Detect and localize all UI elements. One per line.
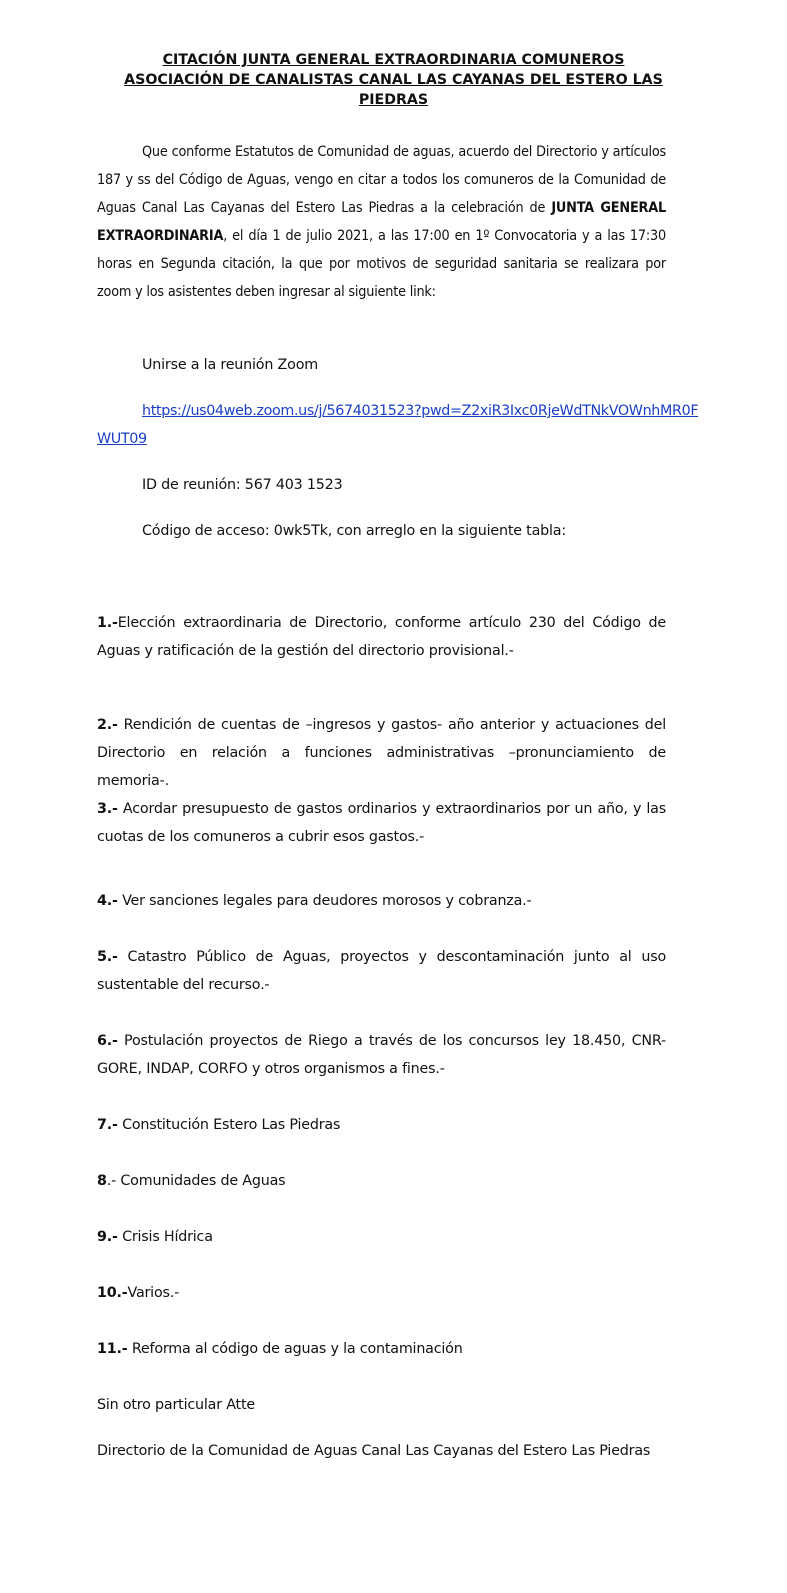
- zoom-access-code: Código de acceso: 0wk5Tk, con arreglo en la siguiente tabla:: [142, 523, 566, 539]
- agenda-item-text: Postulación proyectos de Riego a través de los concursos ley 18.450, CNR-GORE, INDAP, CORFO y otros organismos a fines.-: [97, 1033, 666, 1077]
- agenda-item-text: Varios.-: [127, 1285, 180, 1301]
- intro-text-before: Que conforme Estatutos de Comunidad de aguas, acuerdo del Directorio y artículos 187 y ss del Código de Aguas, vengo en citar a todos los comuneros de la Comunidad de Aguas Canal Las Cayanas del Estero Las Piedras a la celebración de: [97, 144, 666, 216]
- agenda-item-text: Crisis Hídrica: [117, 1229, 213, 1245]
- agenda-item-number: 3.-: [97, 801, 118, 817]
- title-line-2: ASOCIACIÓN DE CANALISTAS CANAL LAS CAYANAS DEL ESTERO LAS: [124, 72, 663, 88]
- agenda-item-number: 4.-: [97, 893, 118, 909]
- agenda-item-1: [97, 609, 666, 665]
- intro-text-after: , el día 1 de julio 2021, a las 17:00 en 1º Convocatoria y a las 17:30 horas en Segunda citación, la que por motivos de seguridad sanitaria se realizara por zoom y los asistentes deben ingresar al siguiente link:: [97, 228, 666, 300]
- agenda-item-11: [97, 1335, 666, 1363]
- agenda-item-number: 1.-: [97, 615, 118, 631]
- agenda-item-text: Catastro Público de Aguas, proyectos y descontaminación junto al uso sustentable del recurso.-: [97, 949, 666, 993]
- agenda-item-text: .- Comunidades de Aguas: [106, 1173, 286, 1189]
- agenda-item-number: 10.-: [97, 1285, 128, 1301]
- agenda-item-8: [97, 1167, 666, 1195]
- agenda-item-text: Rendición de cuentas de –ingresos y gastos- año anterior y actuaciones del Directorio en relación a funciones administrativas –pronunciamiento de memoria-.: [97, 717, 666, 789]
- agenda-item-number: 5.-: [97, 949, 118, 965]
- agenda-item-text: Acordar presupuesto de gastos ordinarios y extraordinarios por un año, y las cuotas de los comuneros a cubrir esos gastos.-: [97, 801, 666, 845]
- agenda-item-number: 7.-: [97, 1117, 118, 1133]
- agenda-item-4: [97, 887, 666, 915]
- agenda-item-number: 11.-: [97, 1341, 128, 1357]
- signature-line: Directorio de la Comunidad de Aguas Canal Las Cayanas del Estero Las Piedras: [97, 1443, 651, 1459]
- zoom-link-block: [97, 397, 707, 453]
- agenda-item-3: [97, 795, 666, 851]
- agenda-item-text: Constitución Estero Las Piedras: [117, 1117, 341, 1133]
- agenda-item-text: Reforma al código de aguas y la contaminación: [127, 1341, 463, 1357]
- agenda-item-5: [97, 943, 666, 999]
- document-title: [80, 50, 707, 110]
- agenda-item-9: [97, 1223, 666, 1251]
- closing-line: Sin otro particular Atte: [97, 1397, 255, 1413]
- agenda-item-6: [97, 1027, 666, 1083]
- agenda-item-text: Elección extraordinaria de Directorio, conforme artículo 230 del Código de Aguas y ratificación de la gestión del directorio provisional.-: [97, 615, 666, 659]
- title-line-3: PIEDRAS: [358, 92, 429, 108]
- agenda-item-number: 6.-: [97, 1033, 118, 1049]
- zoom-join-label: Unirse a la reunión Zoom: [142, 357, 318, 373]
- zoom-meeting-id: ID de reunión: 567 403 1523: [142, 477, 343, 493]
- agenda-item-2: [97, 711, 666, 795]
- zoom-meeting-link[interactable]: https://us04web.zoom.us/j/5674031523?pwd=Z2xiR3Ixc0RjeWdTNkVOWnhMR0FWUT09: [97, 403, 699, 447]
- agenda-item-number: 2.-: [97, 717, 118, 733]
- title-line-1: CITACIÓN JUNTA GENERAL EXTRAORDINARIA COMUNEROS: [162, 52, 625, 68]
- agenda-item-number: 9.-: [97, 1229, 118, 1245]
- intro-paragraph: [97, 138, 666, 306]
- agenda-item-10: [97, 1279, 666, 1307]
- intro-bold-meeting-type: JUNTA GENERAL EXTRAORDINARIA: [97, 200, 666, 244]
- agenda-item-text: Ver sanciones legales para deudores morosos y cobranza.-: [117, 893, 532, 909]
- agenda-item-7: [97, 1111, 666, 1139]
- agenda-item-number: 8: [97, 1173, 107, 1189]
